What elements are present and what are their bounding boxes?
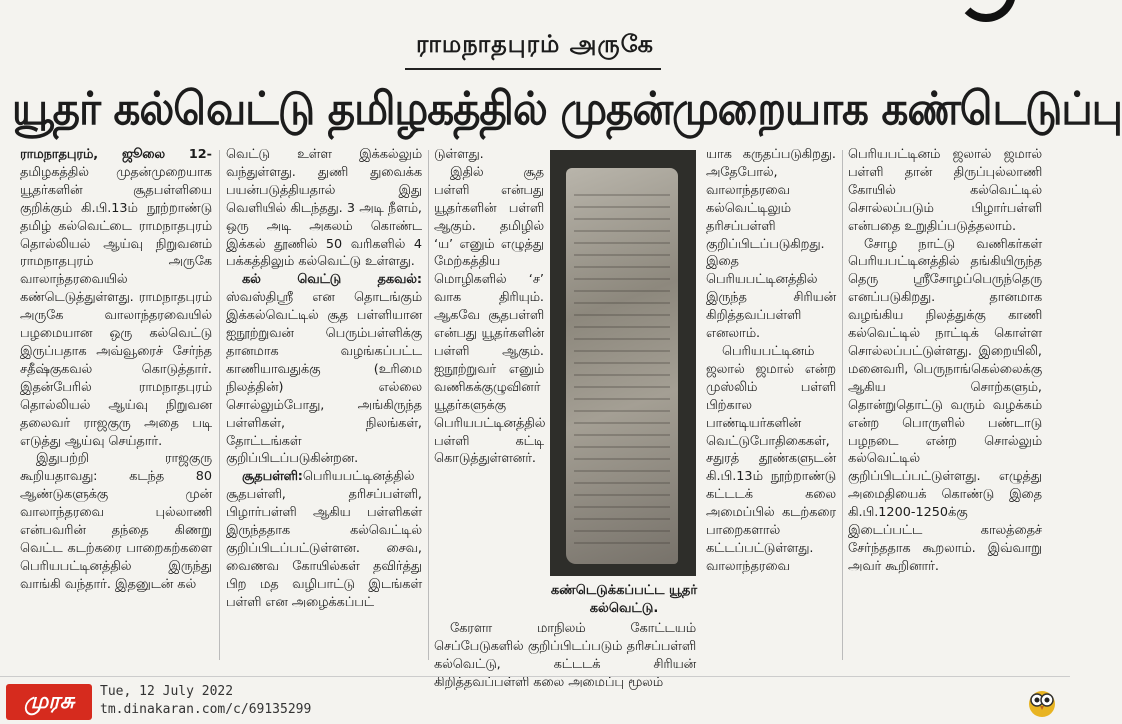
footer-url-link[interactable]: tm.dinakaran.com/c/69135299: [100, 702, 312, 717]
article-kicker: ராமநாதபுரம் அருகே: [415, 30, 655, 58]
dateline: ராமநாதபுரம், ஜூலை 12-: [20, 147, 212, 162]
article-column-3: [434, 146, 544, 576]
footer-divider: [0, 676, 1070, 677]
paragraph: இதில் சூத பள்ளி என்பது யூதர்களின் பள்ளி ஆகும். தமிழில் ‘ய’ எனும் எழுத்து மேற்கத்திய மொழிகளில் ‘ச’ வாக திரியும். ஆகவே சூதபள்ளி என்பது யூதர்களின் பள்ளி ஆகும். ஐநூற்றுவர் எனும் வணிகக்குழுவினர் யூதர்களுக்கு பெரியபட்டினத்தில் பள்ளி கட்டி கொடுத்துள்ளனர்.: [434, 164, 546, 467]
inscription-lines: [574, 184, 670, 544]
article-column-5: [848, 146, 1042, 666]
paragraph-text: தமிழகத்தில் முதன்முறையாக யூதர்களின் சூதபள்ளியை குறிக்கும் கி.பி.13ம் நூற்றாண்டு தமிழ் கல்வெட்டை ராமநாதபுரம் தொல்லியல் ஆய்வு நிறுவனம் ராமநாதபுரம் அருகே வாலாந்தரவையில் கண்டெடுத்துள்ளது. ராமநாதபுரம் அருகே வாலாந்தரவையில் பழமையான ஒரு கல்வெட்டு இருப்பதாக அவ்வூரைச் சேர்ந்த சதீஷ்குகவல் கொடுத்தார். இதன்பேரில் ராமநாதபுரம் தொல்லியல் ஆய்வு நிறுவன தலைவர் ராஜகுரு அதை படி எடுத்து ஆய்வு செய்தார்.: [20, 164, 212, 449]
paragraph: யாக கருதப்படுகிறது. அதேபோல், வாலாந்தரவை கல்வெட்டிலும் தரிசப்பள்ளி குறிப்பிடப்படுகிறது. இதை பெரியபட்டினத்தில் இருந்த சிரியன் கிறித்தவப்பள்ளி எனலாம்.: [706, 147, 836, 342]
paragraph: [20, 146, 212, 450]
subheading: கல் வெட்டு தகவல்:: [242, 272, 422, 288]
paragraph: [226, 271, 422, 468]
footer-date: Tue, 12 July 2022: [100, 684, 234, 699]
photo-caption: கண்டெடுக்கப்பட்ட யூதர் கல்வெட்டு.: [550, 583, 698, 616]
paragraph: [226, 468, 422, 611]
page-curl-mark: [956, 0, 1016, 22]
column-divider: [428, 150, 429, 660]
kicker-underline: [405, 68, 661, 70]
paragraph: சோழ நாட்டு வணிகர்கள் பெரியபட்டினத்தில் தங்கியிருந்த தெரு ஸ்ரீசோழப்பெருந்தெரு எனப்படுகிறது. தானமாக வழங்கிய நிலத்துக்கு காணி கல்வெட்டில் நாட்டிக் கொள்ள சொல்லப்பட்டுள்ளது. இறையிலி, மனைவரி, பெருநாங்கெல்லைக்கு ஆகிய சொற்களும், தொன்றுதொட்டு வரும் வழக்கம் என்ற பொருளில் பண்டாடு பழநடை என்ற சொல்லும் கல்வெட்டில் குறிப்பிடப்பட்டுள்ளது. எழுத்து அமைதியைக் கொண்டு இதை கி.பி.1200-1250க்கு இடைப்பட்ட காலத்தைச் சேர்ந்ததாக கூறலாம். இவ்வாறு அவர் கூறினார்.: [848, 236, 1042, 574]
article-column-3-continuation: [434, 620, 696, 690]
column-divider: [842, 150, 843, 660]
paragraph: வெட்டு உள்ள இக்கல்லும் வந்துள்ளது. துணி துவைக்க பயன்படுத்தியதால் இது வெளியில் கிடந்தது. 3 அடி நீளம், ஒரு அடி அகலம் கொண்ட இக்கல் தூணில் 50 வரிகளில் 4 பக்கத்திலும் கல்வெட்டு உள்ளது.: [226, 147, 422, 270]
paragraph: டுள்ளது.: [434, 147, 484, 162]
paragraph: பெரியபட்டினம் ஜலால் ஜமால் என்ற முஸ்லிம் பள்ளி பிற்கால பாண்டியர்களின் வெட்டுபோதிகைகள், சதுரத் தூண்களுடன் கி.பி.13ம் நூற்றாண்டு கட்டடக் கலை அமைப்பில் கடற்கரை பாறைகளால் கட்டப்பட்டுள்ளது. வாலாந்தரவை: [706, 343, 836, 574]
murasu-logo: முரசு: [6, 684, 92, 720]
paragraph: இதுபற்றி ராஜகுரு கூறியதாவது: கடந்த 80 ஆண்டுகளுக்கு முன் வாலாந்தரவை புல்லாணி என்பவரின் தந்தை கிணறு வெட்ட கடற்கரை பாறைகற்களை பெரியபட்டினத்தில் இருந்து வாங்கி வந்தார். இதனுடன் கல்: [20, 451, 212, 592]
article-headline: யூதர் கல்வெட்டு தமிழகத்தில் முதன்முறையாக கண்டெடுப்பு: [12, 82, 1122, 135]
subheading: சூதபள்ளி:: [242, 469, 303, 485]
inscription-stone-photo: [550, 150, 696, 576]
paragraph-text: பெரியபட்டினத்தில் சூதபள்ளி, தரிசப்பள்ளி, பிழார்பள்ளி ஆகிய பள்ளிகள் இருந்ததாக கல்வெட்டில் குறிப்பிடப்பட்டுள்ளன. சைவ, வைணவ கோயில்கள் தவிர்த்து பிற மத வழிபாட்டு இடங்கள் பள்ளி என அழைக்கப்பட்: [226, 469, 422, 610]
paragraph: பெரியபட்டினம் ஜலால் ஜமால் பள்ளி தான் திருப்புல்லாணி கோயில் கல்வெட்டில் சொல்லப்படும் பிழார்பள்ளி என்பதை உறுதிப்படுத்தலாம்.: [848, 147, 1042, 234]
paragraph-text: ஸ்வஸ்திஸ்ரீ என தொடங்கும் இக்கல்வெட்டில் சூத பள்ளியான ஐநூற்றுவன் பெரும்பள்ளிக்கு தானமாக வழங்கப்பட்ட காணியாவதுக்கு (உரிமை நிலத்தின்) எல்லை சொல்லும்போது, அங்கிருந்த பள்ளிகள், நிலங்கள், தோட்டங்கள் குறிப்பிடப்படுகின்றன.: [226, 290, 422, 467]
article-column-2: [226, 146, 422, 666]
article-column-1: [20, 146, 212, 666]
owl-icon: [1026, 686, 1058, 718]
paragraph: கேரளா மாநிலம் கோட்டயம் செப்பேடுகளில் குறிப்பிடப்படும் தரிசப்பள்ளி கல்வெட்டு, கட்டடக் சிரியன் கிறித்தவப்பள்ளி கலை அமைப்பு மூலம்: [434, 621, 696, 690]
article-column-4: [706, 146, 836, 616]
column-divider: [219, 150, 220, 660]
